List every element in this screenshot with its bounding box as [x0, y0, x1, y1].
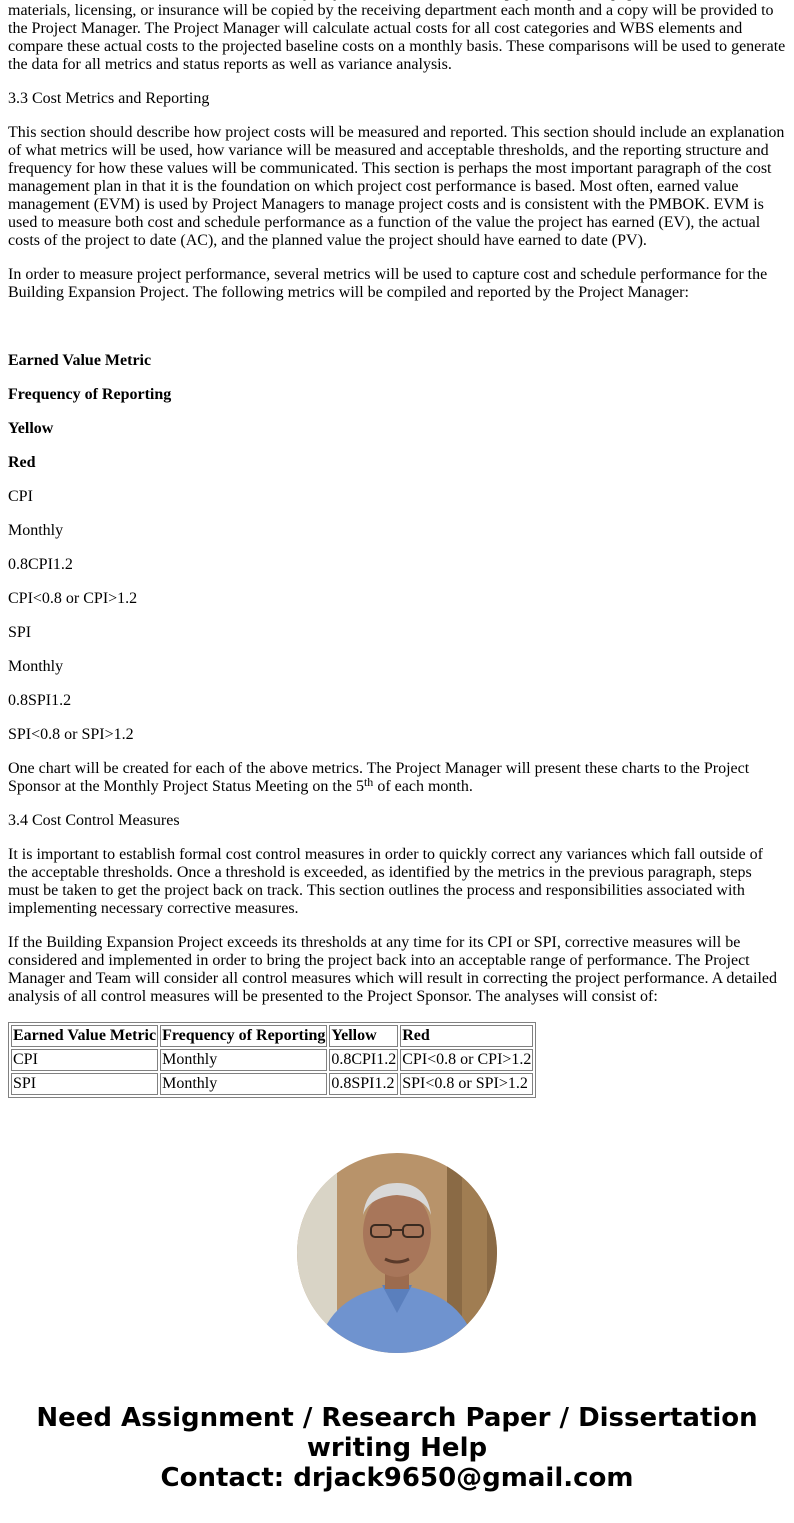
table-cell: 0.8SPI1.2: [329, 1073, 398, 1095]
chart-note-before: One chart will be created for each of the above metrics. The Project Manager will present these charts to the Project Sponsor at the Monthly Project Status Meeting on the 5: [8, 760, 750, 795]
blank-spacer: [8, 318, 786, 352]
section-3-3-paragraph-1: This section should describe how project costs will be measured and reported. This section should include an explanation of what metrics will be used, how variance will be measured and acceptable thresholds, and the reporting structure and frequency for how these values will be communicated. This section is perhaps the most important paragraph of the cost management plan in that it is the foundation on which project cost performance is based. Most often, earned value management (EVM) is used by Project Managers to manage project costs and is consistent with the PMBOK. EVM is used to measure both cost and schedule performance as a function of the value the project has earned (EV), the actual costs of the project to date (AC), and the planned value the project should have earned to date (PV).: [8, 124, 785, 249]
intro-paragraph: materials, licensing, or insurance will be copied by the receiving department each month and a copy will be provided to the Project Manager. The Project Manager will calculate actual costs for all cost categories and WBS elements and compare these actual costs to the projected baseline costs on a monthly basis. These comparisons will be used to generate the data for all metrics and status reports as well as variance analysis.: [8, 2, 786, 73]
table-header-cell: Yellow: [329, 1025, 398, 1047]
section-3-4-paragraph-2: If the Building Expansion Project exceeds its thresholds at any time for its CPI or SPI, corrective measures will be considered and implemented in order to bring the project back into an acceptable range of performance. The Project Manager and Team will consider all control measures which will result in correcting the project performance. A detailed analysis of all control measures will be presented to the Project Sponsor. The analyses will consist of:: [8, 934, 777, 1005]
metric-list-spi-red: SPI<0.8 or SPI>1.2: [8, 726, 134, 743]
section-3-3-paragraph-2: In order to measure project performance, several metrics will be used to capture cost and schedule performance for the Building Expansion Project. The following metrics will be compiled and reported by the Project Manager:: [8, 266, 768, 301]
table-header-cell: Red: [400, 1025, 533, 1047]
table-row: [11, 1049, 533, 1071]
metric-list-spi-yellow: 0.8SPI1.2: [8, 692, 72, 709]
metric-list-cpi-frequency: Monthly: [8, 522, 64, 539]
section-3-4-paragraph-1: It is important to establish formal cost control measures in order to quickly correct any variances which fall outside of the acceptable thresholds. Once a threshold is exceeded, as identified by the metrics in the previous paragraph, steps must be taken to get the project back on track. This section outlines the process and responsibilities associated with implementing necessary corrective measures.: [8, 846, 763, 917]
table-cell: SPI: [11, 1073, 158, 1095]
table-cell: SPI<0.8 or SPI>1.2: [400, 1073, 533, 1095]
metric-list-header-metric: Earned Value Metric: [8, 352, 152, 369]
table-header-row: [11, 1025, 533, 1047]
table-row: [11, 1073, 533, 1095]
section-3-3-heading: 3.3 Cost Metrics and Reporting: [8, 90, 210, 107]
chart-note-after: of each month.: [373, 778, 473, 795]
metric-list-spi-name: SPI: [8, 624, 32, 641]
contact-banner: [0, 1403, 794, 1493]
metric-list-header-red: Red: [8, 454, 36, 471]
table-cell: CPI<0.8 or CPI>1.2: [400, 1049, 533, 1071]
section-3-4-heading: 3.4 Cost Control Measures: [8, 812, 180, 829]
promo-line-1: Need Assignment / Research Paper / Dissertation: [36, 1403, 758, 1433]
table-header-cell: Frequency of Reporting: [160, 1025, 327, 1047]
chart-note-paragraph: [8, 760, 786, 796]
metric-list-cpi-red: CPI<0.8 or CPI>1.2: [8, 590, 138, 607]
table-cell: Monthly: [160, 1049, 327, 1071]
metric-list-spi-frequency: Monthly: [8, 658, 64, 675]
metric-list-cpi-name: CPI: [8, 488, 33, 505]
promo-contact-line: Contact: drjack9650@gmail.com: [160, 1463, 634, 1493]
author-photo: [297, 1153, 497, 1353]
table-cell: Monthly: [160, 1073, 327, 1095]
table-cell: CPI: [11, 1049, 158, 1071]
table-header-cell: Earned Value Metric: [11, 1025, 158, 1047]
metrics-table: [8, 1022, 536, 1098]
metric-list-header-yellow: Yellow: [8, 420, 54, 437]
table-cell: 0.8CPI1.2: [329, 1049, 398, 1071]
author-portrait-icon: [297, 1153, 497, 1353]
metric-list-cpi-yellow: 0.8CPI1.2: [8, 556, 73, 573]
document-body: [8, 0, 786, 1098]
promo-line-2: writing Help: [306, 1433, 488, 1463]
metric-list-header-frequency: Frequency of Reporting: [8, 386, 172, 403]
chart-note-ordinal-suffix: th: [363, 775, 374, 789]
